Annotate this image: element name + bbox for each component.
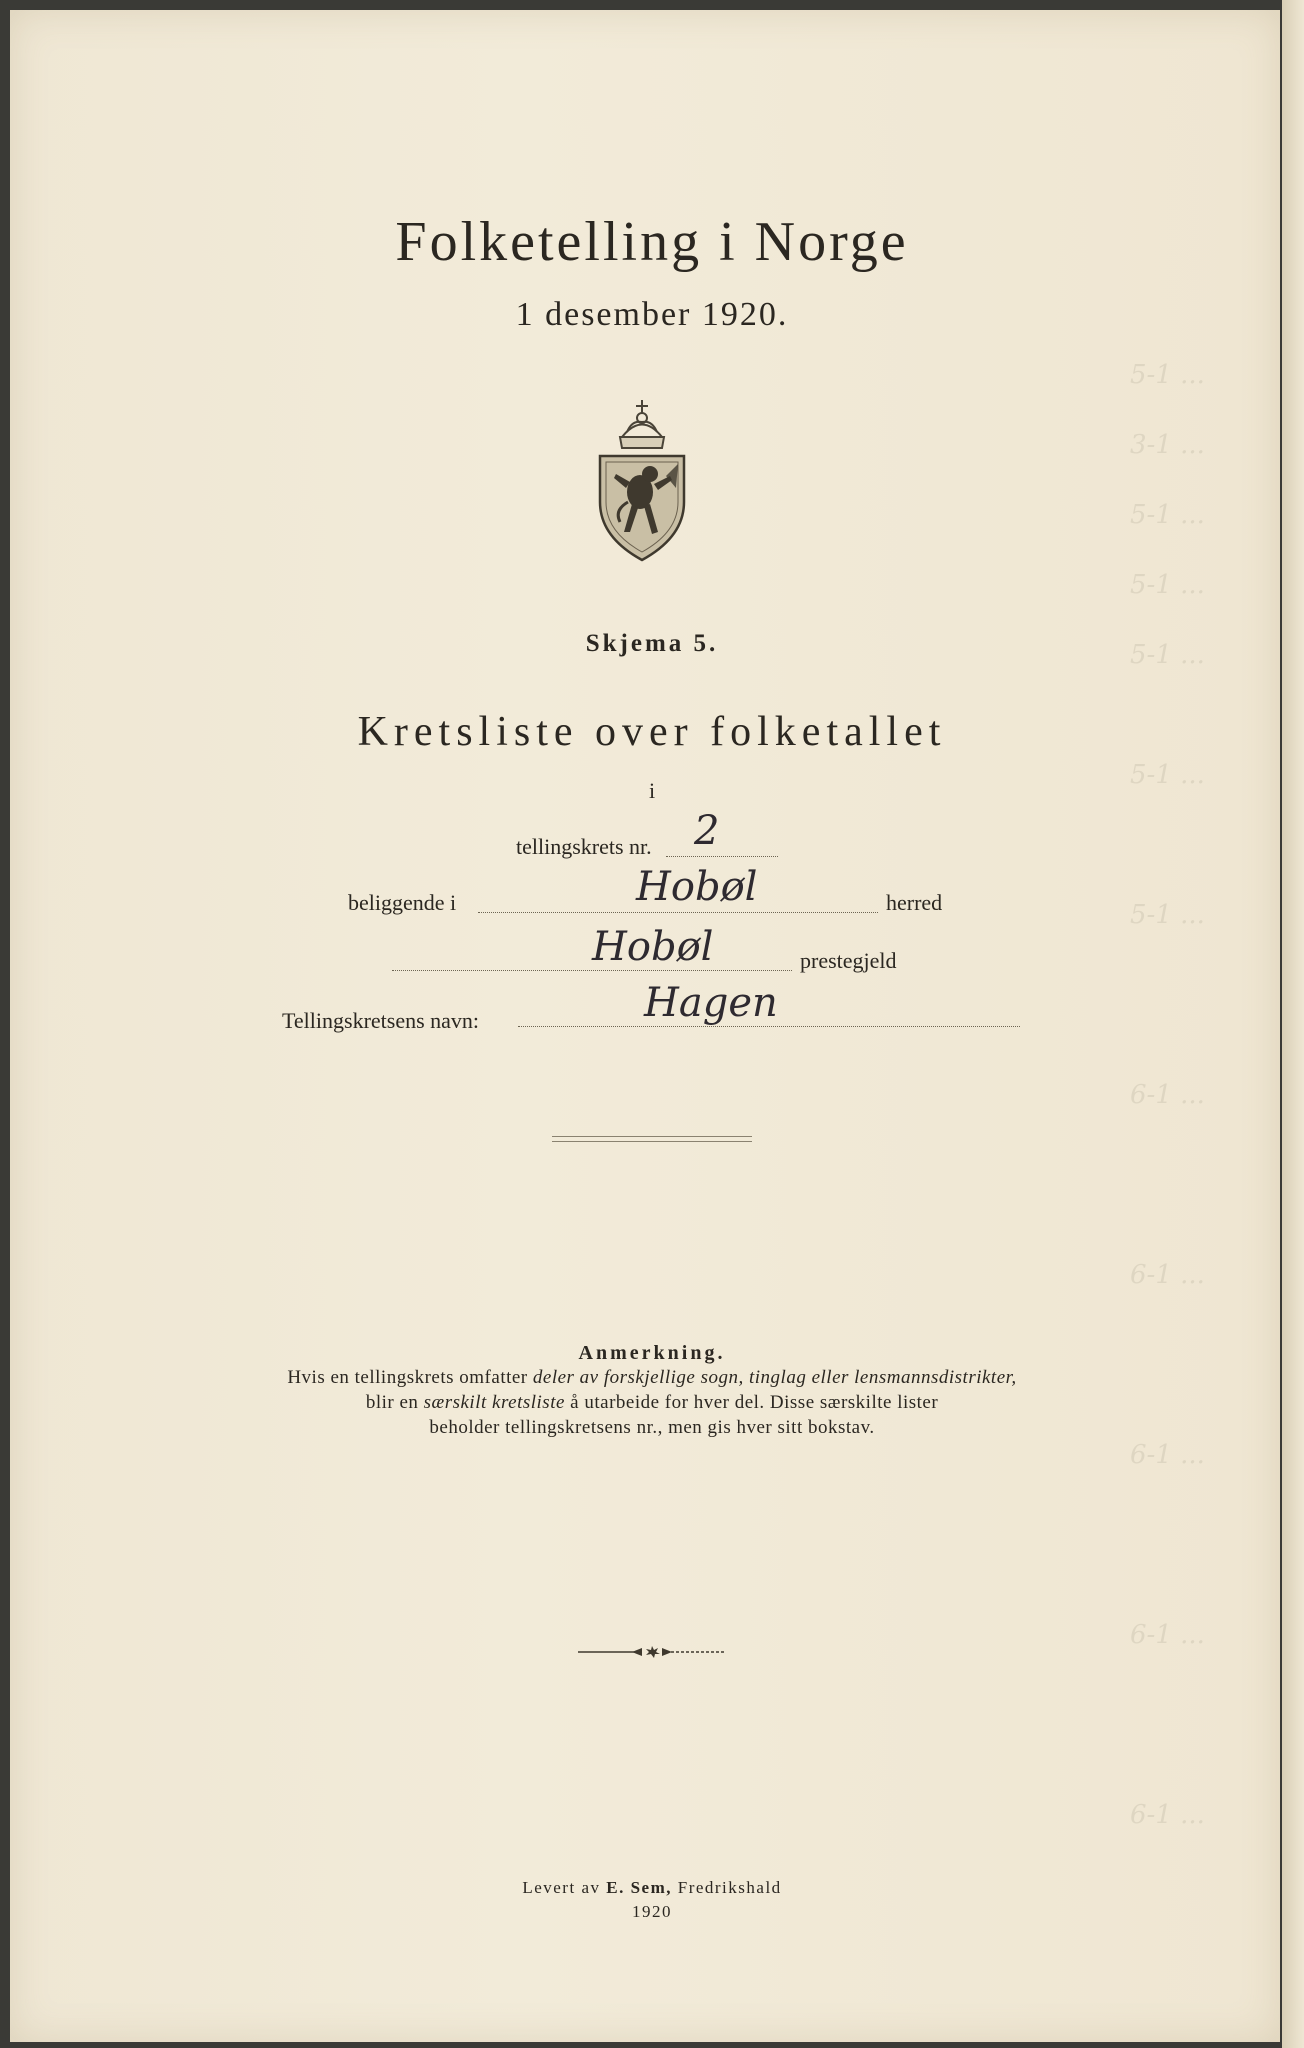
- printer-year: 1920: [632, 1902, 672, 1921]
- ornament-divider-icon: [576, 1644, 728, 1660]
- printer-line: [0, 1878, 1304, 1898]
- bleed-through-mark: 5-1 ...: [1130, 570, 1205, 600]
- note-text: å utarbeide for hver del. Disse særskilte lister: [564, 1392, 939, 1413]
- schema-label: Skjema 5.: [585, 630, 719, 657]
- district-number-label: tellingskrets nr.: [516, 834, 652, 859]
- district-name-label: Tellingskretsens navn:: [282, 1008, 480, 1033]
- district-name-value: Hagen: [644, 980, 778, 1026]
- printer-prefix: Levert av: [522, 1878, 607, 1897]
- note-emphasis: deler av forskjellige sogn, tinglag eller lensmannsdistrikter,: [532, 1367, 1017, 1388]
- bleed-through-mark: 5-1 ...: [1130, 640, 1205, 670]
- note-line-1: [0, 1367, 1304, 1389]
- bleed-through-mark: 5-1 ...: [1130, 900, 1205, 930]
- note-line-3: beholder tellingskretsens nr., men gis hver sitt bokstav.: [429, 1417, 875, 1438]
- printer-place: Fredrikshald: [671, 1878, 782, 1897]
- bleed-through-mark: 5-1 ...: [1130, 360, 1205, 390]
- note-title: Anmerkning.: [578, 1342, 726, 1364]
- herred-label: herred: [886, 890, 943, 915]
- bleed-through-mark: 6-1 ...: [1130, 1260, 1205, 1290]
- divider-rule: [552, 1136, 752, 1137]
- district-number-value: 2: [694, 808, 720, 854]
- parish-value: Hobøl: [592, 924, 714, 970]
- form-heading: Kretsliste over folketallet: [357, 709, 947, 755]
- bleed-through-mark: 6-1 ...: [1130, 1440, 1205, 1470]
- bleed-through-mark: 5-1 ...: [1130, 760, 1205, 790]
- note-emphasis: særskilt kretsliste: [423, 1392, 565, 1413]
- bleed-through-mark: 6-1 ...: [1130, 1080, 1205, 1110]
- divider-rule: [552, 1141, 752, 1142]
- norwegian-coat-of-arms-icon: [592, 392, 692, 562]
- parish-label: prestegjeld: [800, 948, 897, 973]
- located-in-label: beliggende i: [348, 890, 457, 915]
- parish-line: [392, 970, 792, 971]
- located-in-value: Hobøl: [636, 864, 758, 910]
- note-line-2: [0, 1392, 1304, 1414]
- located-in-line: [478, 912, 878, 913]
- note-text: Hvis en tellingskrets omfatter: [287, 1367, 533, 1388]
- bleed-through-mark: 3-1 ...: [1130, 430, 1205, 460]
- census-date: 1 desember 1920.: [515, 296, 789, 333]
- district-number-line: [666, 856, 778, 857]
- bleed-through-mark: 5-1 ...: [1130, 500, 1205, 530]
- bleed-through-mark: 6-1 ...: [1130, 1620, 1205, 1650]
- connector-text: i: [648, 778, 656, 803]
- bleed-through-mark: 6-1 ...: [1130, 1800, 1205, 1830]
- document-title: Folketelling i Norge: [395, 211, 909, 273]
- district-name-line: [518, 1026, 1020, 1027]
- note-text: blir en: [365, 1392, 424, 1413]
- printer-name: E. Sem,: [606, 1878, 672, 1897]
